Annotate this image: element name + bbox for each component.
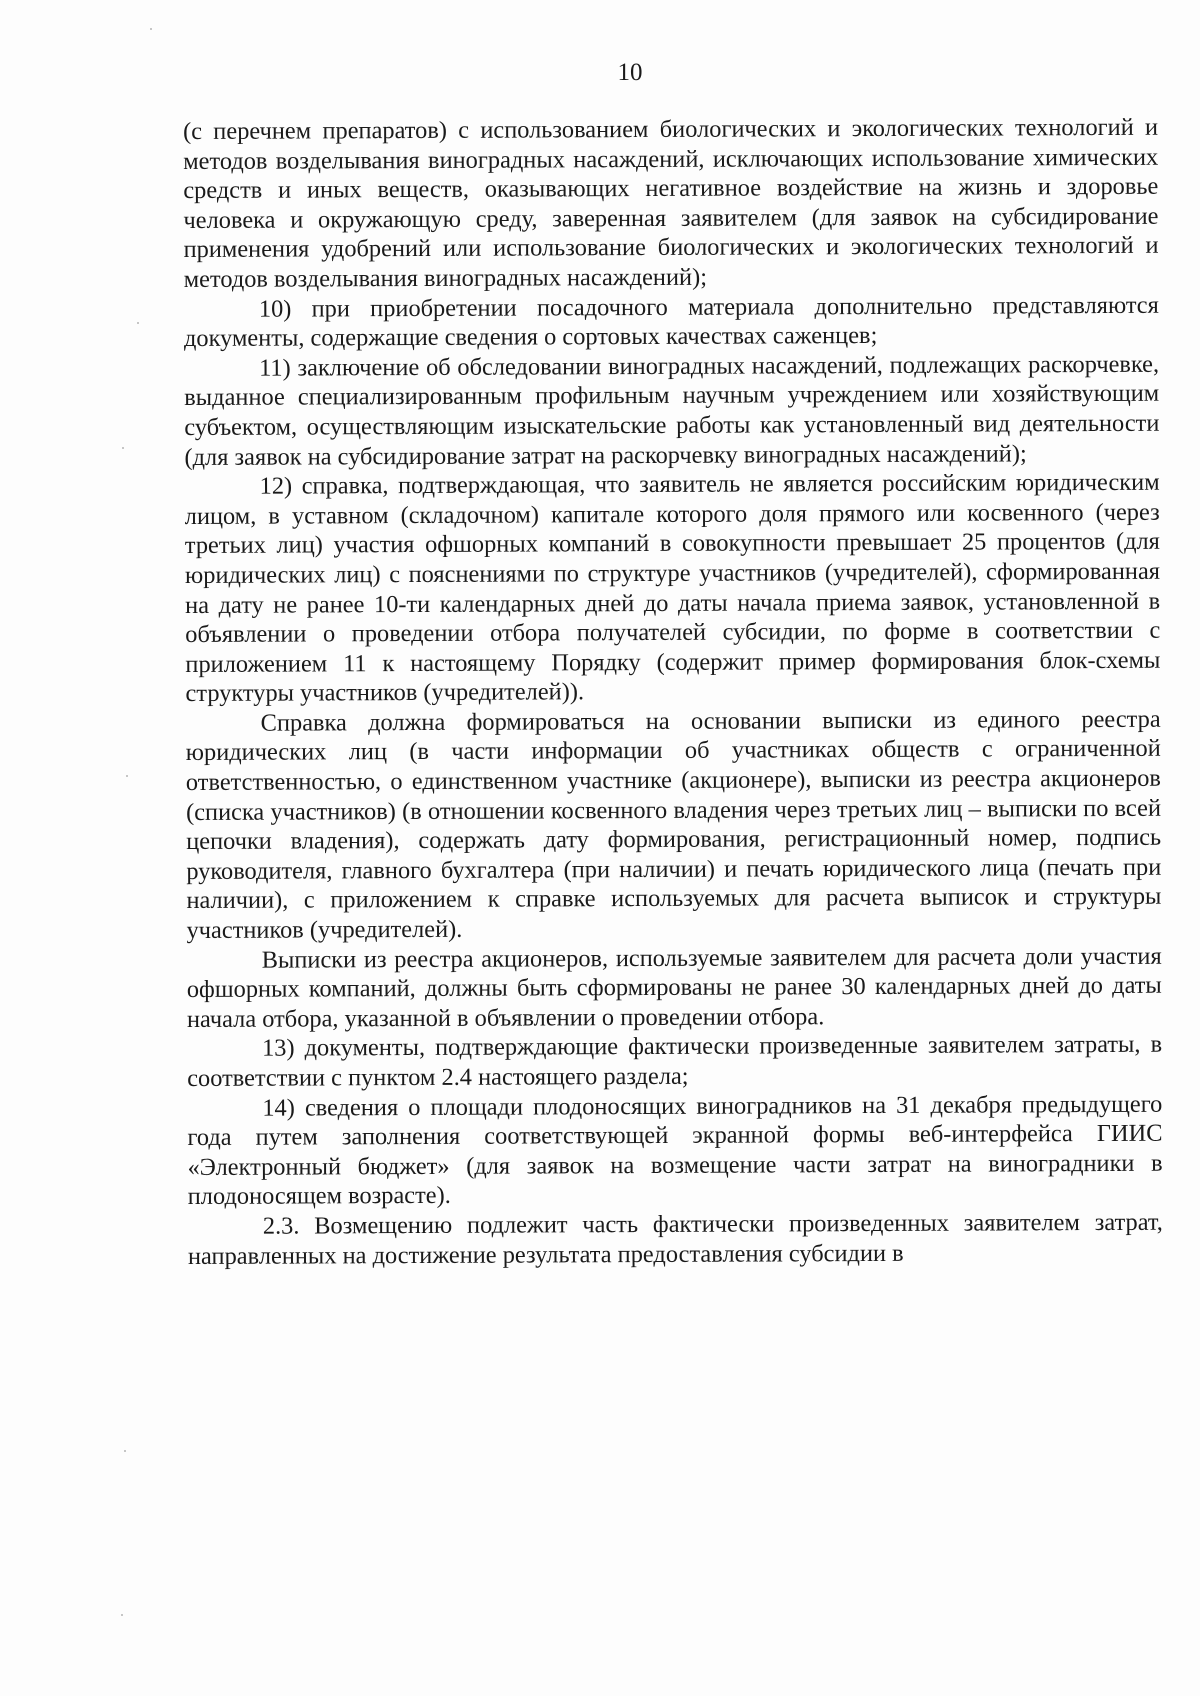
paragraph-item-10: 10) при приобретении посадочного материала дополнительно представляются документы, содержащие сведения о сортовых качествах саженцев; (183, 291, 1159, 353)
paragraph-section-2-3: 2.3. Возмещению подлежит часть фактически произведенных заявителем затрат, направленных на достижение результата предоставления субсидии в (187, 1208, 1163, 1270)
document-body (183, 113, 1163, 1271)
paragraph-item-13: 13) документы, подтверждающие фактически произведенные заявителем затраты, в соответствии с пунктом 2.4 настоящего раздела; (187, 1031, 1163, 1092)
scan-speck (124, 1450, 126, 1452)
scan-speck (122, 447, 124, 449)
scan-speck (137, 322, 139, 324)
paragraph-item-14: 14) сведения о площади плодоносящих виноградников на 31 декабря предыдущего года путем заполнения соответствующей экранной формы веб-интерфейса ГИИС «Электронный бюджет» (для заявок на возмещение части затрат на виноградники в плодоносящем возрасте). (187, 1090, 1163, 1211)
scan-speck (126, 775, 128, 777)
page-number: 10 (617, 59, 643, 86)
paragraph-item-12: 12) справка, подтверждающая, что заявитель не является российским юридическим лицом, в уставном (складочном) капитале которого доля прямого или косвенного (через третьих лиц) участия офшорных компаний в совокупности превышает 25 процентов (для юридических лиц) с пояснениями по структуре участников (учредителей), сформированная на дату не ранее 10-ти календарных дней до даты начала приема заявок, установленной в объявлении о проведении отбора получателей субсидии, по форме в соответствии с приложением 11 к настоящему Порядку (содержит пример формирования блок-схемы структуры участников (учредителей)). (184, 468, 1161, 708)
scan-speck (150, 28, 152, 30)
paragraph-shareholder-extracts: Выписки из реестра акционеров, используемые заявителем для расчета доли участия офшорных компаний, должны быть сформированы не ранее 30 календарных дней до даты начала отбора, указанной в объявлении о проведении отбора. (186, 942, 1162, 1033)
paragraph-item-11: 11) заключение об обследовании виноградных насаждений, подлежащих раскорчевке, выданное специализированным профильным научным учреждением или хозяйствующим субъектом, осуществляющим изыскательские работы как установленный вид деятельности (для заявок на субсидирование затрат на раскорчевку виноградных насаждений); (184, 350, 1160, 471)
paragraph-preparations-list: (с перечнем препаратов) с использованием биологических и экологических технологий и методов возделывания виноградных насаждений, исключающих использование химических средств и иных веществ, оказывающих негативное воздействие на жизнь и здоровье человека и окружающую среду, заверенная заявителем (для заявок на субсидирование применения удобрений или использование биологических и экологических технологий и методов возделывания виноградных насаждений); (183, 113, 1159, 293)
paragraph-certificate-formation: Справка должна формироваться на основании выписки из единого реестра юридических лиц (в части информации об участниках обществ с ограниченной ответственностью, о единственном участнике (акционере), выписки из реестра акционеров (списка участников) (в отношении косвенного владения через третьих лиц – выписки по всей цепочки владения), содержать дату формирования, регистрационный номер, подпись руководителя, главного бухгалтера (при наличии) и печать юридического лица (печать при наличии), с приложением к справке используемых для расчета выписок и структуры участников (учредителей). (185, 705, 1162, 945)
scan-speck (121, 1614, 123, 1616)
